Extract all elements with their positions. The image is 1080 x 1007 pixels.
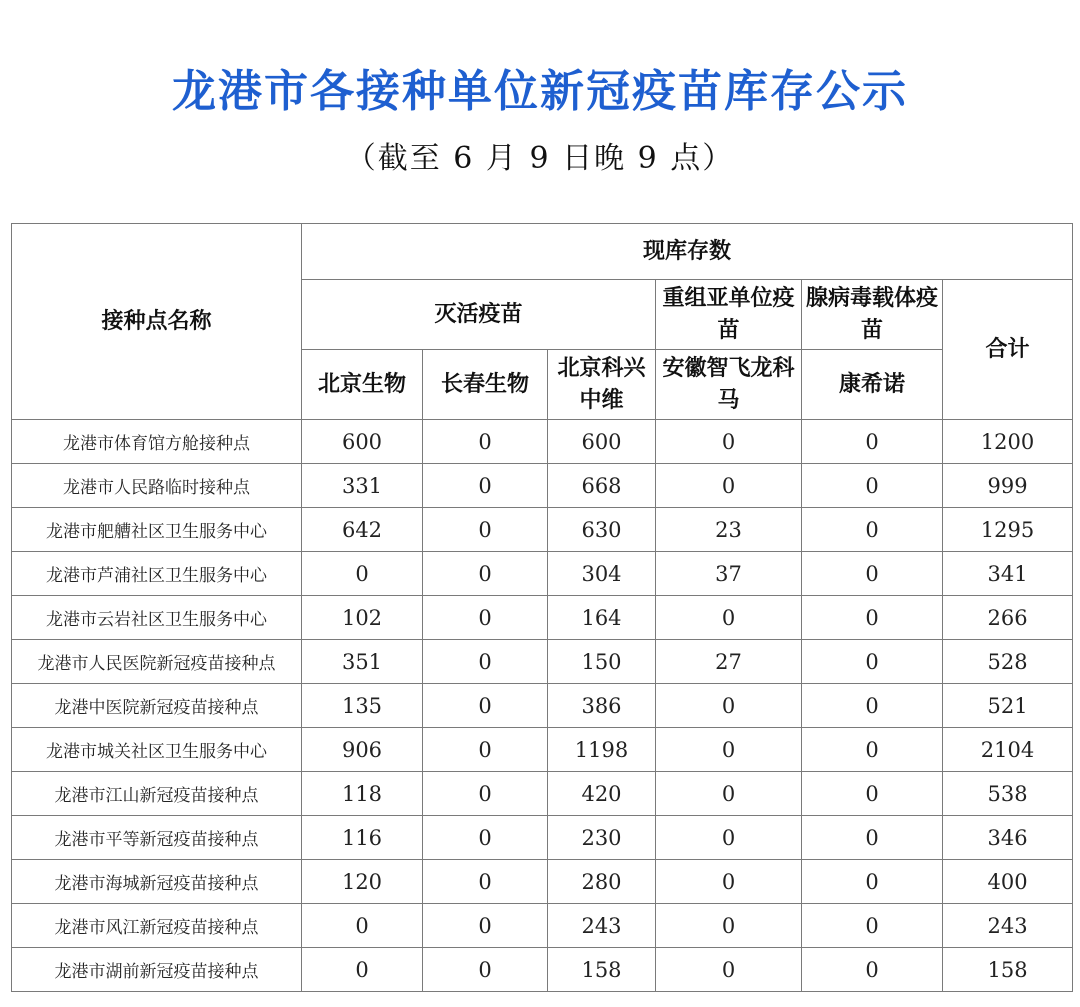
stock-value-cell: 0 bbox=[802, 728, 943, 772]
site-name-cell: 龙港市云岩社区卫生服务中心 bbox=[12, 596, 302, 640]
stock-value-cell: 1198 bbox=[548, 728, 656, 772]
stock-value-cell: 0 bbox=[656, 860, 802, 904]
stock-value-cell: 0 bbox=[656, 772, 802, 816]
column-header: 康希诺 bbox=[802, 350, 943, 420]
stock-value-cell: 0 bbox=[423, 816, 548, 860]
stock-value-cell: 0 bbox=[802, 860, 943, 904]
stock-value-cell: 600 bbox=[548, 420, 656, 464]
column-header: 北京生物 bbox=[302, 350, 423, 420]
total-cell: 528 bbox=[943, 640, 1073, 684]
site-name-cell: 龙港市舥艚社区卫生服务中心 bbox=[12, 508, 302, 552]
table-row bbox=[12, 728, 1073, 772]
stock-value-cell: 0 bbox=[656, 684, 802, 728]
total-cell: 538 bbox=[943, 772, 1073, 816]
stock-value-cell: 102 bbox=[302, 596, 423, 640]
stock-value-cell: 0 bbox=[656, 948, 802, 992]
stock-value-cell: 0 bbox=[802, 420, 943, 464]
site-name-cell: 龙港市芦浦社区卫生服务中心 bbox=[12, 552, 302, 596]
stock-value-cell: 0 bbox=[423, 860, 548, 904]
stock-value-cell: 0 bbox=[656, 464, 802, 508]
stock-value-cell: 642 bbox=[302, 508, 423, 552]
stock-value-cell: 135 bbox=[302, 684, 423, 728]
stock-value-cell: 230 bbox=[548, 816, 656, 860]
stock-value-cell: 0 bbox=[802, 772, 943, 816]
stock-value-cell: 351 bbox=[302, 640, 423, 684]
stock-value-cell: 600 bbox=[302, 420, 423, 464]
stock-value-cell: 0 bbox=[802, 684, 943, 728]
table-row bbox=[12, 684, 1073, 728]
total-cell: 346 bbox=[943, 816, 1073, 860]
stock-value-cell: 280 bbox=[548, 860, 656, 904]
table-row bbox=[12, 552, 1073, 596]
total-cell: 1200 bbox=[943, 420, 1073, 464]
stock-value-cell: 0 bbox=[802, 508, 943, 552]
stock-value-cell: 0 bbox=[656, 596, 802, 640]
stock-value-cell: 630 bbox=[548, 508, 656, 552]
site-name-cell: 龙港市平等新冠疫苗接种点 bbox=[12, 816, 302, 860]
total-cell: 266 bbox=[943, 596, 1073, 640]
total-cell: 400 bbox=[943, 860, 1073, 904]
stock-group-header: 现库存数 bbox=[302, 224, 1073, 280]
stock-value-cell: 0 bbox=[802, 948, 943, 992]
table-row bbox=[12, 860, 1073, 904]
stock-value-cell: 0 bbox=[423, 552, 548, 596]
site-name-cell: 龙港市海城新冠疫苗接种点 bbox=[12, 860, 302, 904]
vaccine-stock-table bbox=[11, 223, 1073, 992]
stock-value-cell: 0 bbox=[656, 816, 802, 860]
stock-value-cell: 0 bbox=[802, 552, 943, 596]
table-row bbox=[12, 464, 1073, 508]
recombinant-vaccine-header: 重组亚单位疫苗 bbox=[656, 280, 802, 350]
stock-value-cell: 0 bbox=[802, 816, 943, 860]
column-header: 北京科兴中维 bbox=[548, 350, 656, 420]
table-row bbox=[12, 772, 1073, 816]
stock-value-cell: 120 bbox=[302, 860, 423, 904]
table-row bbox=[12, 948, 1073, 992]
stock-value-cell: 304 bbox=[548, 552, 656, 596]
stock-value-cell: 27 bbox=[656, 640, 802, 684]
stock-value-cell: 116 bbox=[302, 816, 423, 860]
stock-value-cell: 150 bbox=[548, 640, 656, 684]
table-row bbox=[12, 508, 1073, 552]
stock-value-cell: 23 bbox=[656, 508, 802, 552]
stock-value-cell: 0 bbox=[423, 948, 548, 992]
site-name-cell: 龙港市人民路临时接种点 bbox=[12, 464, 302, 508]
total-cell: 341 bbox=[943, 552, 1073, 596]
stock-value-cell: 386 bbox=[548, 684, 656, 728]
stock-value-cell: 0 bbox=[656, 420, 802, 464]
stock-value-cell: 0 bbox=[423, 684, 548, 728]
site-name-cell: 龙港市城关社区卫生服务中心 bbox=[12, 728, 302, 772]
stock-value-cell: 0 bbox=[423, 640, 548, 684]
table-row bbox=[12, 816, 1073, 860]
table-row bbox=[12, 420, 1073, 464]
total-cell: 243 bbox=[943, 904, 1073, 948]
site-name-cell: 龙港市湖前新冠疫苗接种点 bbox=[12, 948, 302, 992]
site-name-header: 接种点名称 bbox=[12, 224, 302, 420]
table-row bbox=[12, 904, 1073, 948]
stock-value-cell: 0 bbox=[423, 464, 548, 508]
stock-value-cell: 0 bbox=[423, 596, 548, 640]
adenovirus-vaccine-header: 腺病毒载体疫苗 bbox=[802, 280, 943, 350]
column-header: 安徽智飞龙科马 bbox=[656, 350, 802, 420]
stock-value-cell: 0 bbox=[302, 948, 423, 992]
stock-value-cell: 420 bbox=[548, 772, 656, 816]
inactivated-vaccine-header: 灭活疫苗 bbox=[302, 280, 656, 350]
stock-value-cell: 331 bbox=[302, 464, 423, 508]
stock-value-cell: 0 bbox=[423, 772, 548, 816]
site-name-cell: 龙港市人民医院新冠疫苗接种点 bbox=[12, 640, 302, 684]
stock-value-cell: 0 bbox=[302, 904, 423, 948]
total-cell: 158 bbox=[943, 948, 1073, 992]
stock-value-cell: 0 bbox=[423, 904, 548, 948]
site-name-cell: 龙港市体育馆方舱接种点 bbox=[12, 420, 302, 464]
stock-value-cell: 158 bbox=[548, 948, 656, 992]
total-header: 合计 bbox=[943, 280, 1073, 420]
stock-value-cell: 0 bbox=[656, 904, 802, 948]
total-cell: 2104 bbox=[943, 728, 1073, 772]
stock-value-cell: 243 bbox=[548, 904, 656, 948]
total-cell: 1295 bbox=[943, 508, 1073, 552]
stock-value-cell: 118 bbox=[302, 772, 423, 816]
stock-value-cell: 0 bbox=[802, 464, 943, 508]
total-cell: 999 bbox=[943, 464, 1073, 508]
stock-value-cell: 906 bbox=[302, 728, 423, 772]
stock-value-cell: 0 bbox=[802, 640, 943, 684]
stock-value-cell: 0 bbox=[423, 508, 548, 552]
site-name-cell: 龙港中医院新冠疫苗接种点 bbox=[12, 684, 302, 728]
page-subtitle: （截至 6 月 9 日晚 9 点） bbox=[345, 141, 735, 176]
stock-value-cell: 0 bbox=[423, 728, 548, 772]
stock-value-cell: 0 bbox=[302, 552, 423, 596]
stock-value-cell: 668 bbox=[548, 464, 656, 508]
column-header: 长春生物 bbox=[423, 350, 548, 420]
site-name-cell: 龙港市风江新冠疫苗接种点 bbox=[12, 904, 302, 948]
stock-value-cell: 0 bbox=[802, 904, 943, 948]
stock-value-cell: 164 bbox=[548, 596, 656, 640]
stock-value-cell: 0 bbox=[802, 596, 943, 640]
table-row bbox=[12, 640, 1073, 684]
stock-value-cell: 37 bbox=[656, 552, 802, 596]
stock-value-cell: 0 bbox=[423, 420, 548, 464]
table-row bbox=[12, 596, 1073, 640]
site-name-cell: 龙港市江山新冠疫苗接种点 bbox=[12, 772, 302, 816]
table-body bbox=[12, 420, 1073, 992]
stock-value-cell: 0 bbox=[656, 728, 802, 772]
total-cell: 521 bbox=[943, 684, 1073, 728]
page-title: 龙港市各接种单位新冠疫苗库存公示 bbox=[172, 66, 908, 117]
